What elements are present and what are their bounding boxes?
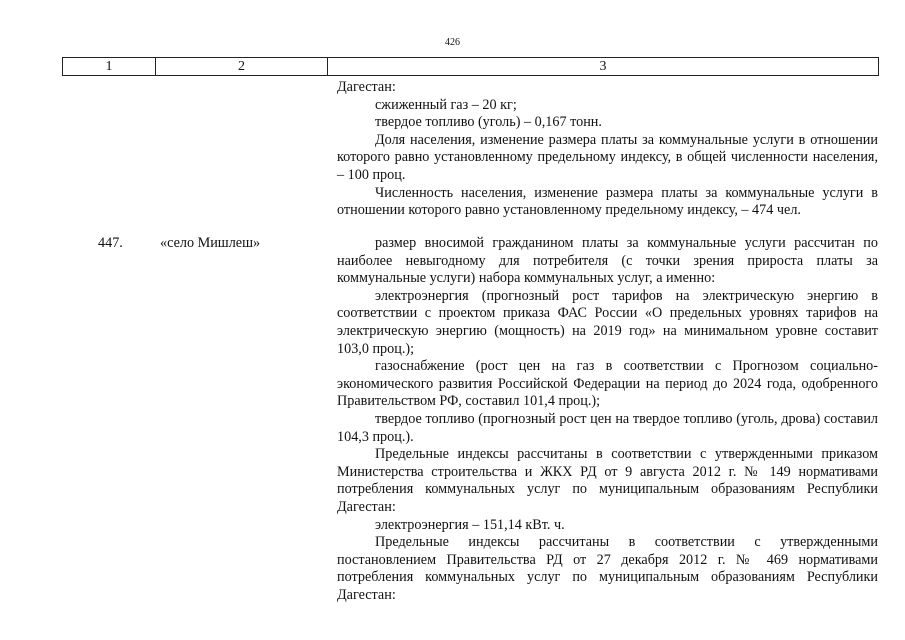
column-header-2: 2 <box>156 58 328 76</box>
paragraph: сжиженный газ – 20 кг; <box>375 96 517 113</box>
paragraph: Численность населения, изменение размера платы за коммунальные услуги в отношении которого равно установленному предельному индексу, – 474 чел. <box>337 184 878 219</box>
settlement-name: «село Мишлеш» <box>160 235 261 251</box>
row-number: 447. <box>98 235 123 251</box>
paragraph: электроэнергия – 151,14 кВт. ч. <box>375 516 565 533</box>
page-number: 426 <box>445 37 460 48</box>
row-description <box>337 235 878 604</box>
paragraph: Доля населения, изменение размера платы за коммунальные услуги в отношении которого равно установленному предельному индексу, в общей численности населения, – 100 проц. <box>337 131 878 183</box>
column-header-table <box>62 57 879 76</box>
paragraph: Предельные индексы рассчитаны в соответствии с утвержденными постановлением Правительства РД от 27 декабря 2012 г. № 469 нормативами потребления коммунальных услуг по муниципальным образованиям Республики Дагестан: <box>337 534 878 603</box>
paragraph: размер вносимой гражданином платы за коммунальные услуги рассчитан по наиболее невыгодному для потребителя (с точки зрения прироста платы за коммунальные услуги) набора коммунальных услуг, а именно: <box>337 235 878 287</box>
previous-row-continuation <box>337 79 878 220</box>
paragraph: твердое топливо (уголь) – 0,167 тонн. <box>375 114 602 131</box>
paragraph: Дагестан: <box>337 79 396 95</box>
column-header-1: 1 <box>63 58 156 76</box>
paragraph: электроэнергия (прогнозный рост тарифов на электрическую энергию в соответствии с проектом приказа ФАС России «О предельных уровнях тарифов на электрическую энергию (мощность) на 2019 год» на минимальном уровне составит 103,0 проц.); <box>337 287 878 357</box>
paragraph: газоснабжение (рост цен на газ в соответствии с Прогнозом социально-экономического развития Российской Федерации на период до 2024 года, одобренного Правительством РФ, составил 101,4 проц.); <box>337 358 878 410</box>
paragraph: твердое топливо (прогнозный рост цен на твердое топливо (уголь, дрова) составил 104,3 проц.). <box>337 410 878 445</box>
paragraph: Предельные индексы рассчитаны в соответствии с утвержденными приказом Министерства строительства и ЖКХ РД от 9 августа 2012 г. № 149 нормативами потребления коммунальных услуг по муниципальным образованиям Республики Дагестан: <box>337 446 878 515</box>
column-header-3: 3 <box>328 58 879 76</box>
